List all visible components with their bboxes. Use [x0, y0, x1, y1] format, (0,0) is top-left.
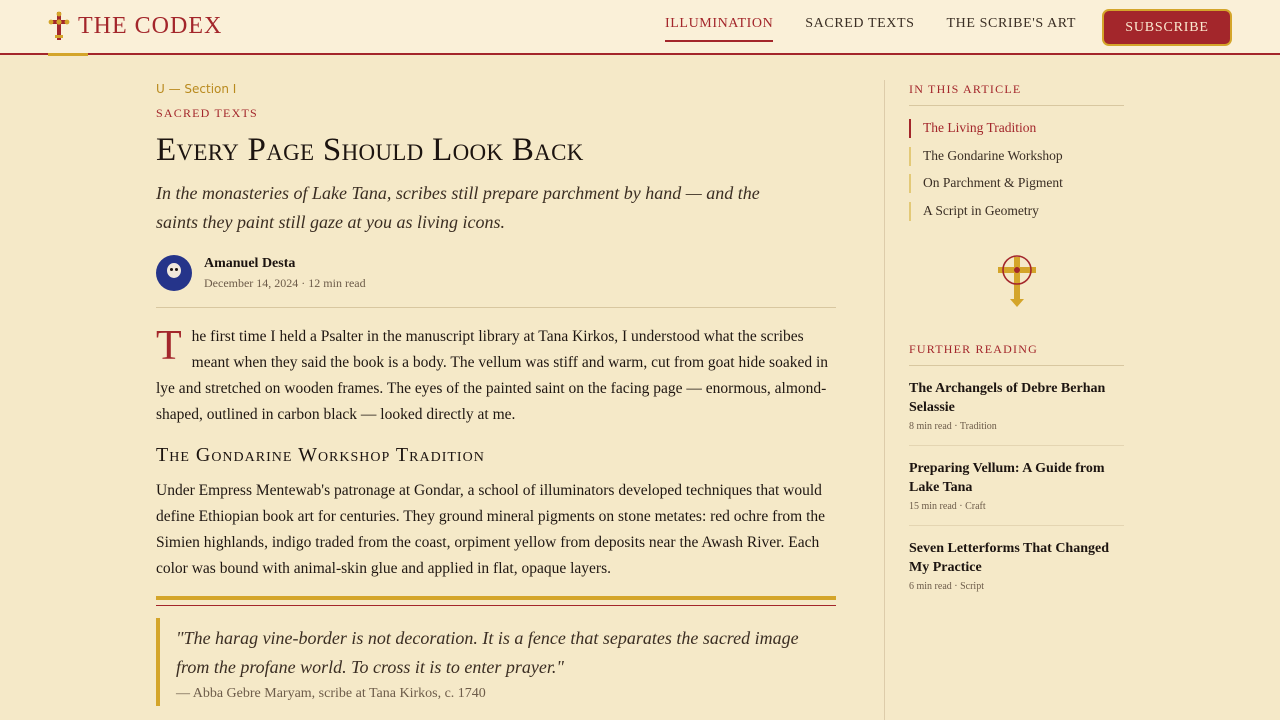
processional-cross-icon	[996, 255, 1038, 309]
author-meta	[204, 256, 366, 291]
nav-sacred-texts[interactable]: SACRED TEXTS	[805, 16, 915, 31]
avatar-eye-icon	[170, 268, 173, 271]
table-of-contents	[909, 119, 1124, 221]
ethiopian-cross-icon	[48, 11, 70, 41]
author-name[interactable]: Amanuel Desta	[204, 255, 296, 271]
reading-title[interactable]: The Archangels of Debre Berhan Selassie	[909, 381, 1106, 415]
article-dek: In the monasteries of Lake Tana, scribes still prepare parchment by hand — and the saints they paint still gaze at you as living icons.	[156, 182, 760, 232]
article-title: Every Page Should Look Back	[156, 132, 584, 168]
toc-item-parchment-pigment[interactable]: On Parchment & Pigment	[909, 174, 1124, 193]
ornamental-divider	[156, 596, 836, 606]
nav-illumination[interactable]: ILLUMINATION	[665, 15, 773, 42]
reading-meta: 15 min read · Craft	[909, 501, 986, 512]
further-reading-list	[909, 366, 1124, 605]
site-header	[0, 0, 1280, 55]
pull-quote	[156, 618, 836, 706]
toc-item-script-geometry[interactable]: A Script in Geometry	[909, 202, 1124, 221]
quote-text: "The harag vine-border is not decoration. It is a fence that separates the sacred image from the profane world. To cross it is to enter prayer."	[176, 627, 799, 677]
reading-meta: 8 min read · Tradition	[909, 421, 997, 432]
category-kicker[interactable]: SACRED TEXTS	[156, 106, 258, 120]
body-paragraph: Under Empress Mentewab's patronage at Gondar, a school of illuminators developed techniques that would define Ethiopian book art for centuries. They ground mineral pigments on stone metates: red ochre from the Simien highlands, indigo traded from the coast, orpiment yellow from deposits near the Awash River. Each color was bound with animal-skin glue and applied in flat, opaque layers.	[156, 481, 826, 577]
avatar-face	[167, 263, 181, 278]
toc-heading: IN THIS ARTICLE	[909, 80, 1124, 106]
quote-citation: — Abba Gebre Maryam, scribe at Tana Kirkos, c. 1740	[176, 685, 486, 701]
paragraph-text: he first time I held a Psalter in the manuscript library at Tana Kirkos, I understood what the scribes meant when they said the book is a body. The vellum was stiff and warm, cut from goat hide soaked in lye and stretched on wooden frames. The eyes of the painted saint on the facing page — enormous, almond-shaped, outlined in carbon black — looked directly at me.	[156, 327, 829, 423]
avatar-eye-icon	[175, 268, 178, 271]
byline	[156, 251, 836, 296]
toc-item-living-tradition[interactable]: The Living Tradition	[909, 119, 1124, 138]
further-reading-item[interactable]	[909, 366, 1124, 446]
divider	[156, 307, 836, 308]
sidebar-divider	[884, 80, 885, 720]
reading-title[interactable]: Preparing Vellum: A Guide from Lake Tana	[909, 461, 1105, 495]
reading-meta: 6 min read · Script	[909, 581, 984, 592]
subscribe-button[interactable]: SUBSCRIBE	[1102, 9, 1232, 46]
section-eyebrow: U — Section I	[156, 82, 237, 96]
reading-title[interactable]: Seven Letterforms That Changed My Practice	[909, 541, 1110, 575]
nav-scribes-art[interactable]: THE SCRIBE'S ART	[946, 16, 1077, 31]
publish-meta: December 14, 2024 · 12 min read	[204, 275, 366, 290]
article	[156, 80, 836, 706]
header-accent-bar	[48, 53, 88, 56]
drop-cap: T	[156, 322, 182, 369]
further-reading-item[interactable]	[909, 526, 1124, 605]
brand-name: THE CODEX	[78, 12, 223, 39]
primary-nav	[665, 15, 1108, 42]
sidebar	[909, 80, 1124, 605]
body-paragraph	[156, 324, 836, 428]
further-reading-heading: FURTHER READING	[909, 340, 1124, 366]
section-heading: The Gondarine Workshop Tradition	[156, 443, 485, 466]
further-reading-item[interactable]	[909, 446, 1124, 526]
toc-item-gondarine-workshop[interactable]: The Gondarine Workshop	[909, 147, 1124, 166]
brand-logo[interactable]	[48, 11, 222, 41]
author-avatar[interactable]	[156, 255, 192, 291]
